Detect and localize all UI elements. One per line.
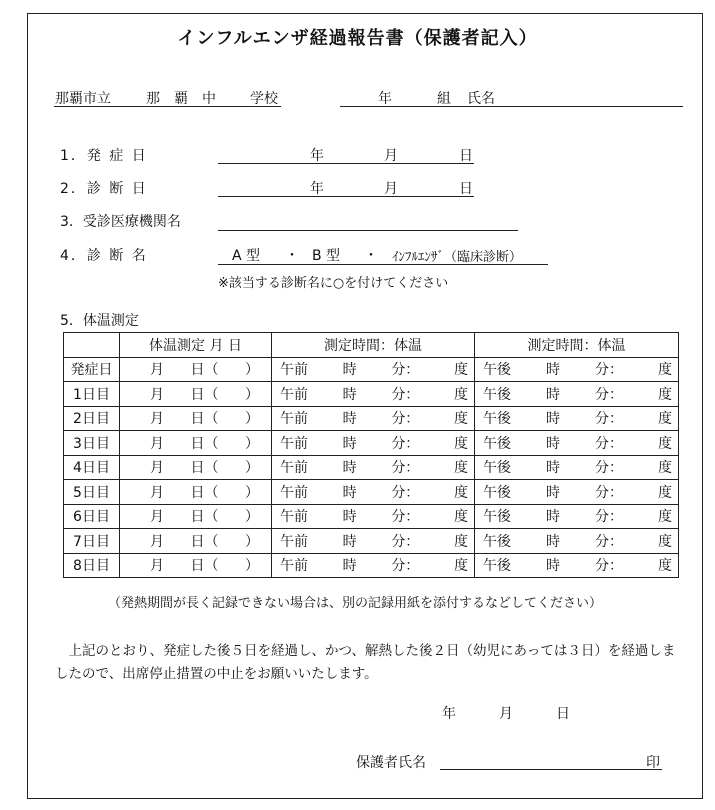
pm-period: 午後 (483, 411, 511, 428)
clinic-field[interactable] (218, 230, 518, 231)
month-mark: 月 (150, 386, 164, 403)
table-row (64, 406, 679, 431)
close-mark: ） (245, 460, 259, 477)
am-period: 午前 (280, 533, 308, 550)
month-mark: 月 (150, 362, 164, 379)
pm-period: 午後 (483, 509, 511, 526)
hour-mark: 時 (342, 362, 357, 379)
diagnosis-note: ※該当する診断名に○を付けてください (218, 276, 449, 291)
school-name: 那 覇 中 (146, 91, 216, 107)
guardian-label: 保護者氏名 (356, 755, 426, 771)
diagnosis-name-label: 4．診 断 名 (60, 248, 148, 264)
hour-mark: 時 (546, 386, 560, 403)
hour-mark: 時 (546, 411, 560, 428)
pm-cell[interactable] (475, 382, 679, 407)
am-period: 午前 (280, 362, 308, 379)
minute-mark: 分： (391, 558, 420, 575)
hour-mark: 時 (342, 484, 357, 501)
date-cell[interactable] (120, 382, 272, 407)
day-mark: 日（ (190, 411, 219, 428)
degree-mark: 度 (453, 509, 468, 526)
degree-mark: 度 (453, 533, 468, 550)
hour-mark: 時 (342, 435, 357, 452)
day-label: 5日目 (64, 480, 120, 505)
option-separator: ・ (364, 248, 378, 264)
minute-mark: 分： (595, 435, 623, 452)
pm-period: 午後 (483, 362, 511, 379)
close-mark: ） (245, 533, 259, 550)
diagnosis-month: 月 (384, 181, 398, 197)
pm-cell[interactable] (475, 529, 679, 554)
minute-mark: 分： (391, 533, 420, 550)
name-label: 氏名 (467, 91, 495, 107)
guardian-name-field[interactable] (440, 769, 662, 770)
section5-label: 5．体温測定 (60, 313, 139, 329)
day-label: 発症日 (64, 357, 120, 382)
am-period: 午前 (280, 435, 308, 452)
pm-period: 午後 (483, 435, 511, 452)
am-period: 午前 (280, 558, 308, 575)
am-period: 午前 (280, 509, 308, 526)
minute-mark: 分： (391, 411, 420, 428)
hour-mark: 時 (342, 411, 357, 428)
day-mark: 日（ (190, 362, 219, 379)
header-date: 体温測定 月 日 (120, 333, 272, 358)
table-row (64, 455, 679, 480)
pm-cell[interactable] (475, 553, 679, 578)
minute-mark: 分： (391, 435, 420, 452)
day-mark: 日（ (190, 386, 219, 403)
day-label: 7日目 (64, 529, 120, 554)
header-blank (64, 333, 120, 358)
degree-mark: 度 (658, 411, 672, 428)
day-mark: 日（ (190, 509, 219, 526)
clinic-label: 3．受診医療機関名 (60, 214, 181, 230)
table-note: （発熱期間が長く記録できない場合は、別の記録用紙を添付するなどしてください） (108, 596, 603, 611)
degree-mark: 度 (658, 435, 672, 452)
pm-cell[interactable] (475, 455, 679, 480)
diagnosis-date-field[interactable] (218, 196, 474, 197)
hour-mark: 時 (546, 558, 560, 575)
day-label: 2日目 (64, 406, 120, 431)
request-paragraph: 上記のとおり、発症した後５日を経過し、かつ、解熱した後２日（幼児にあっては３日）を経過しましたので、出席停止措置の中止をお願いいたします。 (55, 643, 676, 682)
onset-day: 日 (459, 148, 473, 164)
minute-mark: 分： (595, 484, 623, 501)
hour-mark: 時 (342, 558, 357, 575)
close-mark: ） (245, 362, 259, 379)
table-row (64, 529, 679, 554)
minute-mark: 分： (595, 509, 623, 526)
hour-mark: 時 (546, 484, 560, 501)
table-row (64, 382, 679, 407)
pm-cell[interactable] (475, 431, 679, 456)
minute-mark: 分： (391, 509, 420, 526)
minute-mark: 分： (595, 460, 623, 477)
pm-cell[interactable] (475, 480, 679, 505)
option-type-b[interactable]: B 型 (312, 248, 341, 264)
degree-mark: 度 (453, 558, 468, 575)
onset-year: 年 (310, 148, 324, 164)
diagnosis-day: 日 (459, 181, 473, 197)
degree-mark: 度 (453, 484, 468, 501)
sign-year: 年 (442, 706, 456, 722)
day-mark: 日（ (190, 460, 219, 477)
month-mark: 月 (150, 509, 164, 526)
temperature-table (63, 332, 679, 578)
am-cell[interactable] (272, 455, 475, 480)
pm-period: 午後 (483, 386, 511, 403)
sign-month: 月 (499, 706, 513, 722)
date-cell[interactable] (120, 431, 272, 456)
table-row (64, 504, 679, 529)
hour-mark: 時 (342, 460, 357, 477)
minute-mark: 分： (391, 460, 420, 477)
pm-period: 午後 (483, 558, 511, 575)
close-mark: ） (245, 509, 259, 526)
diagnosis-date-label: 2．診 断 日 (60, 181, 148, 197)
degree-mark: 度 (658, 509, 672, 526)
am-cell[interactable] (272, 504, 475, 529)
minute-mark: 分： (595, 386, 623, 403)
hour-mark: 時 (342, 533, 357, 550)
hour-mark: 時 (546, 460, 560, 477)
degree-mark: 度 (453, 386, 468, 403)
class-label: 組 (437, 91, 451, 107)
day-label: 3日目 (64, 431, 120, 456)
date-cell[interactable] (120, 529, 272, 554)
close-mark: ） (245, 411, 259, 428)
degree-mark: 度 (658, 484, 672, 501)
date-cell[interactable] (120, 480, 272, 505)
header-am: 測定時間：体温 (272, 333, 475, 358)
school-underline (54, 106, 281, 107)
degree-mark: 度 (658, 558, 672, 575)
school-type: 学校 (250, 91, 278, 107)
close-mark: ） (245, 558, 259, 575)
close-mark: ） (245, 484, 259, 501)
day-label: 8日目 (64, 553, 120, 578)
pm-period: 午後 (483, 460, 511, 477)
day-label: 6日目 (64, 504, 120, 529)
am-cell[interactable] (272, 529, 475, 554)
month-mark: 月 (150, 484, 164, 501)
sign-day: 日 (556, 706, 570, 722)
onset-date-field[interactable] (218, 163, 474, 164)
pm-cell[interactable] (475, 504, 679, 529)
day-mark: 日（ (190, 533, 219, 550)
option-type-a[interactable]: A 型 (232, 248, 261, 264)
minute-mark: 分： (595, 411, 623, 428)
degree-mark: 度 (658, 362, 672, 379)
minute-mark: 分： (391, 386, 420, 403)
am-period: 午前 (280, 484, 308, 501)
pm-cell[interactable] (475, 357, 679, 382)
minute-mark: 分： (595, 362, 623, 379)
date-cell[interactable] (120, 455, 272, 480)
hour-mark: 時 (546, 362, 560, 379)
degree-mark: 度 (658, 533, 672, 550)
day-mark: 日（ (190, 484, 219, 501)
degree-mark: 度 (453, 362, 468, 379)
seal-mark: 印 (646, 755, 660, 771)
minute-mark: 分： (391, 484, 420, 501)
degree-mark: 度 (453, 411, 468, 428)
table-row (64, 431, 679, 456)
pm-period: 午後 (483, 484, 511, 501)
table-row (64, 553, 679, 578)
table-row (64, 357, 679, 382)
degree-mark: 度 (658, 460, 672, 477)
degree-mark: 度 (658, 386, 672, 403)
hour-mark: 時 (342, 386, 357, 403)
day-label: 4日目 (64, 455, 120, 480)
day-label: 1日目 (64, 382, 120, 407)
page-title: インフルエンザ経過報告書（保護者記入） (177, 28, 538, 49)
hour-mark: 時 (546, 509, 560, 526)
option-separator: ・ (285, 248, 299, 264)
pm-cell[interactable] (475, 406, 679, 431)
diagnosis-year: 年 (310, 181, 324, 197)
option-clinical[interactable]: ｲﾝﾌﾙｴﾝｻﾞ（臨床診断） (392, 250, 523, 265)
hour-mark: 時 (546, 533, 560, 550)
name-underline[interactable] (340, 106, 683, 107)
minute-mark: 分： (595, 533, 623, 550)
month-mark: 月 (150, 558, 164, 575)
hour-mark: 時 (342, 509, 357, 526)
am-period: 午前 (280, 386, 308, 403)
degree-mark: 度 (453, 460, 468, 477)
am-period: 午前 (280, 460, 308, 477)
minute-mark: 分： (595, 558, 623, 575)
onset-month: 月 (384, 148, 398, 164)
am-cell[interactable] (272, 406, 475, 431)
table-row (64, 480, 679, 505)
day-mark: 日（ (190, 435, 219, 452)
month-mark: 月 (150, 435, 164, 452)
am-period: 午前 (280, 411, 308, 428)
pm-period: 午後 (483, 533, 511, 550)
day-mark: 日（ (190, 558, 219, 575)
am-cell[interactable] (272, 553, 475, 578)
date-cell[interactable] (120, 553, 272, 578)
onset-date-label: 1．発 症 日 (60, 148, 148, 164)
minute-mark: 分： (391, 362, 420, 379)
am-cell[interactable] (272, 431, 475, 456)
am-cell[interactable] (272, 480, 475, 505)
am-cell[interactable] (272, 357, 475, 382)
year-label: 年 (378, 91, 392, 107)
close-mark: ） (245, 386, 259, 403)
month-mark: 月 (150, 411, 164, 428)
date-cell[interactable] (120, 406, 272, 431)
diagnosis-name-underline (218, 264, 548, 265)
date-cell[interactable] (120, 357, 272, 382)
month-mark: 月 (150, 460, 164, 477)
hour-mark: 時 (546, 435, 560, 452)
date-cell[interactable] (120, 504, 272, 529)
header-pm: 測定時間：体温 (475, 333, 679, 358)
month-mark: 月 (150, 533, 164, 550)
am-cell[interactable] (272, 382, 475, 407)
close-mark: ） (245, 435, 259, 452)
degree-mark: 度 (453, 435, 468, 452)
school-city: 那覇市立 (55, 91, 111, 107)
